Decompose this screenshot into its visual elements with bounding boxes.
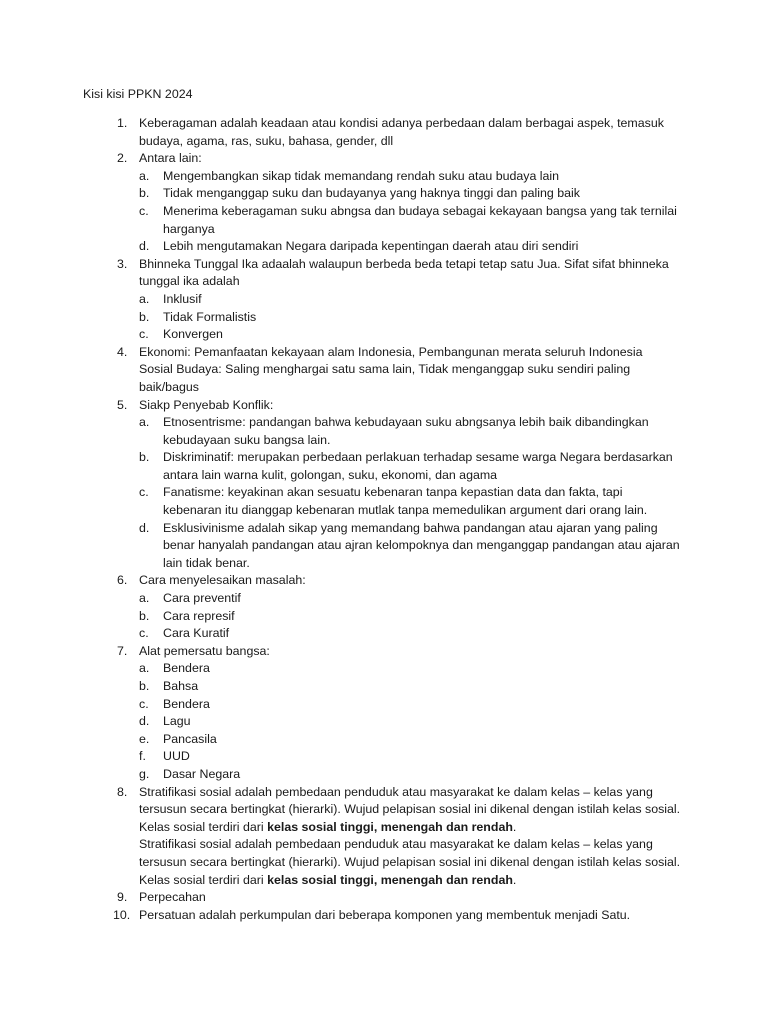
- item-text: Siakp Penyebab Konflik:: [139, 397, 274, 412]
- item-text: Keberagaman adalah keadaan atau kondisi adanya perbedaan dalam berbagai aspek, temasuk budaya, agama, ras, suku, bahasa, gender, dll: [139, 116, 664, 148]
- item-number: 9.: [117, 890, 128, 905]
- sub-text: Bendera: [163, 661, 210, 676]
- sub-letter: b.: [139, 679, 150, 693]
- item-number: 5.: [117, 397, 128, 412]
- sub-list: [139, 590, 683, 643]
- sub-text: Cara represif: [163, 608, 235, 623]
- sub-item: [139, 731, 683, 749]
- sub-item: [139, 678, 683, 696]
- sub-item: [139, 520, 683, 573]
- sub-item: [139, 696, 683, 714]
- sub-text: Konvergen: [163, 327, 223, 342]
- item-text-tail: .: [512, 819, 517, 834]
- item-paragraph: [139, 784, 683, 837]
- item-paragraph-repeat: [139, 836, 683, 889]
- sub-item: [139, 660, 683, 678]
- item-number: 8.: [117, 784, 128, 799]
- sub-item: [139, 309, 683, 327]
- sub-letter: a.: [139, 291, 150, 306]
- sub-letter: b.: [139, 309, 150, 324]
- list-item-10: [83, 907, 683, 925]
- item-number: 1.: [117, 116, 128, 130]
- sub-letter: a.: [139, 591, 150, 606]
- sub-item: [139, 291, 683, 309]
- list-item-3: [83, 256, 683, 344]
- sub-item: [139, 608, 683, 626]
- item-text-second: Sosial Budaya: Saling menghargai satu sama lain, Tidak menganggap suku sendiri paling baik/bagus: [139, 362, 631, 394]
- sub-text: Diskriminatif: merupakan perbedaan perlakuan terhadap sesame warga Negara berdasarkan antara lain warna kulit, golongan, suku, ekonomi, dan agama: [163, 450, 673, 482]
- sub-letter: c.: [139, 327, 149, 342]
- list-item-2: [83, 150, 683, 256]
- sub-text: Tidak Formalistis: [163, 309, 257, 324]
- sub-text: Dasar Negara: [163, 766, 241, 781]
- item-text: Bhinneka Tunggal Ika adaalah walaupun berbeda beda tetapi tetap satu Jua. Sifat sifat bhinneka tunggal ika adalah: [139, 256, 669, 289]
- sub-letter: e.: [139, 731, 150, 746]
- item-number: 10.: [113, 907, 131, 922]
- item-text: Persatuan adalah perkumpulan dari beberapa komponen yang membentuk menjadi Satu.: [139, 907, 631, 922]
- sub-letter: a.: [139, 661, 150, 676]
- item-text: Perpecahan: [139, 890, 206, 905]
- sub-letter: b.: [139, 608, 150, 623]
- sub-list: [139, 168, 683, 256]
- sub-text: UUD: [163, 749, 190, 764]
- sub-text: Etnosentrisme: pandangan bahwa kebudayaan suku abngsanya lebih baik dibandingkan kebudayaan suku bangsa lain.: [163, 415, 649, 447]
- sub-text: Bendera: [163, 696, 210, 711]
- list-item-6: [83, 572, 683, 642]
- list-item-7: [83, 643, 683, 784]
- item-number: 3.: [117, 256, 128, 271]
- item-number: 7.: [117, 643, 128, 658]
- main-list: [83, 115, 683, 924]
- sub-item: [139, 484, 683, 519]
- item-text-bold: kelas sosial tinggi, menengah dan rendah: [267, 872, 513, 887]
- sub-item: [139, 748, 683, 766]
- sub-item: [139, 625, 683, 643]
- item-number: 2.: [117, 151, 128, 166]
- sub-list: [139, 660, 683, 783]
- sub-letter: b.: [139, 186, 150, 201]
- list-item-9: [83, 889, 683, 907]
- sub-text: Inklusif: [163, 291, 202, 306]
- sub-item: [139, 168, 683, 186]
- sub-item: [139, 414, 683, 449]
- sub-text: Esklusivinisme adalah sikap yang memandang bahwa pandangan atau ajaran yang paling benar hanyalah pandangan atau ajran kelompoknya dan menganggap pandangan atau ajaran lain tidak benar.: [163, 520, 680, 570]
- sub-letter: c.: [139, 626, 149, 641]
- sub-letter: c.: [139, 696, 149, 711]
- item-text: Stratifikasi sosial adalah pembedaan penduduk atau masyarakat ke dalam kelas – kelas yang tersusun secara bertingkat (hierarki). Wujud pelapisan sosial ini dikenal dengan istilah kelas sosial. Kelas sosial terdiri dari: [139, 837, 681, 887]
- sub-item: [139, 185, 683, 203]
- item-text: Cara menyelesaikan masalah:: [139, 573, 306, 588]
- item-number: 4.: [117, 344, 128, 359]
- sub-letter: d.: [139, 714, 150, 729]
- list-item-4: [83, 344, 683, 397]
- sub-item: [139, 238, 683, 256]
- sub-letter: c.: [139, 485, 149, 500]
- sub-list: [139, 414, 683, 572]
- list-item-5: [83, 397, 683, 573]
- sub-letter: d.: [139, 520, 150, 535]
- sub-item: [139, 203, 683, 238]
- sub-text: Bahsa: [163, 679, 199, 693]
- list-item-8: [83, 784, 683, 890]
- sub-text: Lagu: [163, 714, 191, 729]
- sub-list: [139, 291, 683, 344]
- sub-text: Cara Kuratif: [163, 626, 230, 641]
- item-text: Alat pemersatu bangsa:: [139, 643, 270, 658]
- sub-item: [139, 326, 683, 344]
- sub-letter: a.: [139, 415, 150, 430]
- item-text: Antara lain:: [139, 151, 202, 166]
- sub-text: Fanatisme: keyakinan akan sesuatu kebenaran tanpa kepastian data dan fakta, tapi kebenaran itu dianggap kebenaran mutlak tanpa memedulikan argument dari orang lain.: [163, 485, 648, 518]
- sub-letter: f.: [139, 749, 146, 764]
- sub-item: [139, 713, 683, 731]
- sub-letter: b.: [139, 450, 150, 465]
- sub-text: Menerima keberagaman suku abngsa dan budaya sebagai kekayaan bangsa yang tak ternilai harganya: [163, 203, 677, 236]
- sub-item: [139, 766, 683, 784]
- item-text-tail: .: [512, 872, 517, 887]
- sub-letter: d.: [139, 239, 150, 254]
- sub-letter: a.: [139, 168, 150, 183]
- item-text: Ekonomi: Pemanfaatan kekayaan alam Indonesia, Pembangunan merata seluruh Indonesia: [139, 344, 643, 359]
- sub-text: Pancasila: [163, 731, 217, 746]
- sub-text: Tidak menganggap suku dan budayanya yang haknya tinggi dan paling baik: [163, 186, 580, 201]
- list-item-1: [83, 115, 683, 150]
- item-text: Stratifikasi sosial adalah pembedaan penduduk atau masyarakat ke dalam kelas – kelas yang tersusun secara bertingkat (hierarki). Wujud pelapisan sosial ini dikenal dengan istilah kelas sosial. Kelas sosial terdiri dari: [139, 784, 681, 834]
- item-text-bold: kelas sosial tinggi, menengah dan rendah: [267, 819, 513, 834]
- sub-text: Lebih mengutamakan Negara daripada kepentingan daerah atau diri sendiri: [163, 239, 579, 254]
- item-number: 6.: [117, 573, 128, 588]
- document-title: Kisi kisi PPKN 2024: [83, 87, 193, 101]
- sub-item: [139, 449, 683, 484]
- sub-letter: g.: [139, 766, 150, 781]
- sub-item: [139, 590, 683, 608]
- sub-text: Cara preventif: [163, 591, 241, 606]
- sub-text: Mengembangkan sikap tidak memandang rendah suku atau budaya lain: [163, 168, 560, 183]
- sub-letter: c.: [139, 203, 149, 218]
